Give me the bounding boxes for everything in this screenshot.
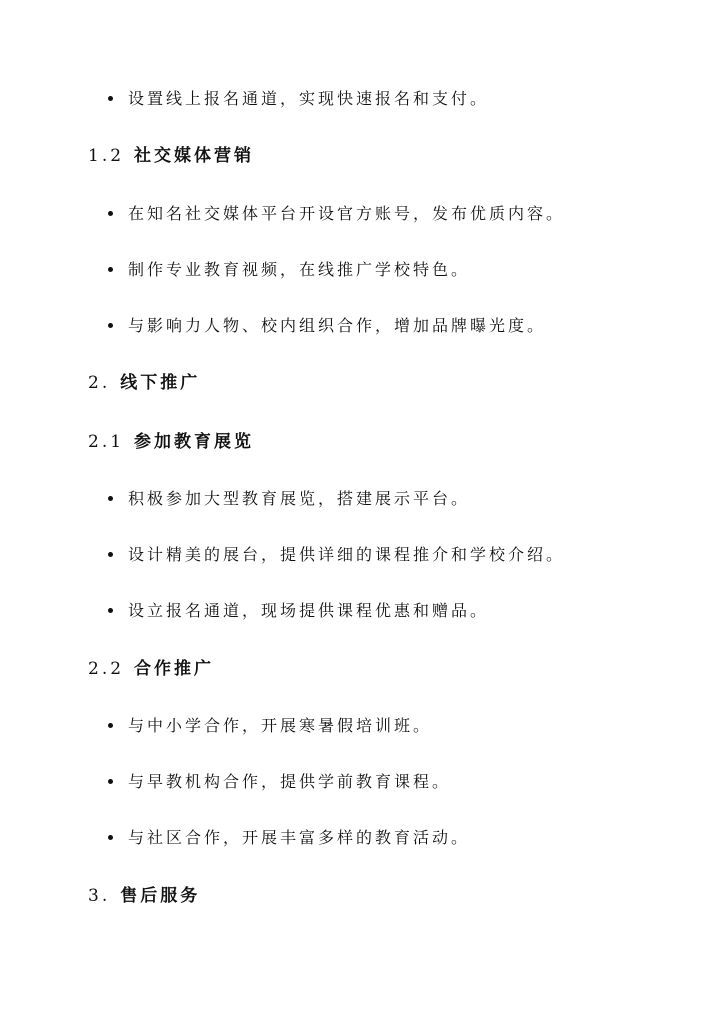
section-heading xyxy=(88,371,200,395)
bullet-item xyxy=(108,771,451,793)
bullet-dot xyxy=(108,267,113,272)
bullet-item xyxy=(108,203,565,225)
bullet-text: 与早教机构合作，提供学前教育课程。 xyxy=(128,772,452,791)
bullet-item xyxy=(108,827,470,849)
bullet-dot xyxy=(108,96,113,101)
section-number: 2.2 xyxy=(88,659,125,679)
bullet-item xyxy=(108,259,470,281)
bullet-text: 设计精美的展台，提供详细的课程推介和学校介绍。 xyxy=(128,545,566,564)
bullet-text: 积极参加大型教育展览，搭建展示平台。 xyxy=(128,489,471,508)
bullet-text: 与影响力人物、校内组织合作，增加品牌曝光度。 xyxy=(128,316,547,335)
bullet-text: 设置线上报名通道，实现快速报名和支付。 xyxy=(128,89,490,108)
section-heading xyxy=(88,884,200,908)
section-title: 售后服务 xyxy=(120,886,201,906)
bullet-item xyxy=(108,715,432,737)
bullet-text: 与社区合作，开展丰富多样的教育活动。 xyxy=(128,828,471,847)
section-number: 1.2 xyxy=(88,146,125,166)
section-title: 合作推广 xyxy=(134,659,215,679)
section-title: 社交媒体营销 xyxy=(134,146,255,166)
section-heading xyxy=(88,430,254,454)
bullet-dot xyxy=(108,552,113,557)
bullet-dot xyxy=(108,211,113,216)
bullet-dot xyxy=(108,608,113,613)
bullet-text: 设立报名通道，现场提供课程优惠和赠品。 xyxy=(128,601,490,620)
bullet-item xyxy=(108,88,489,110)
section-heading xyxy=(88,657,214,681)
bullet-dot xyxy=(108,323,113,328)
section-title: 参加教育展览 xyxy=(134,432,255,452)
section-heading xyxy=(88,144,254,168)
bullet-dot xyxy=(108,835,113,840)
section-number: 2. xyxy=(88,373,111,393)
bullet-dot xyxy=(108,496,113,501)
bullet-dot xyxy=(108,723,113,728)
bullet-text: 在知名社交媒体平台开设官方账号，发布优质内容。 xyxy=(128,204,566,223)
section-number: 2.1 xyxy=(88,432,125,452)
bullet-item xyxy=(108,315,546,337)
bullet-item xyxy=(108,488,470,510)
bullet-item xyxy=(108,544,565,566)
bullet-text: 与中小学合作，开展寒暑假培训班。 xyxy=(128,716,433,735)
bullet-dot xyxy=(108,779,113,784)
section-title: 线下推广 xyxy=(120,373,201,393)
bullet-text: 制作专业教育视频，在线推广学校特色。 xyxy=(128,260,471,279)
section-number: 3. xyxy=(88,886,111,906)
bullet-item xyxy=(108,600,489,622)
